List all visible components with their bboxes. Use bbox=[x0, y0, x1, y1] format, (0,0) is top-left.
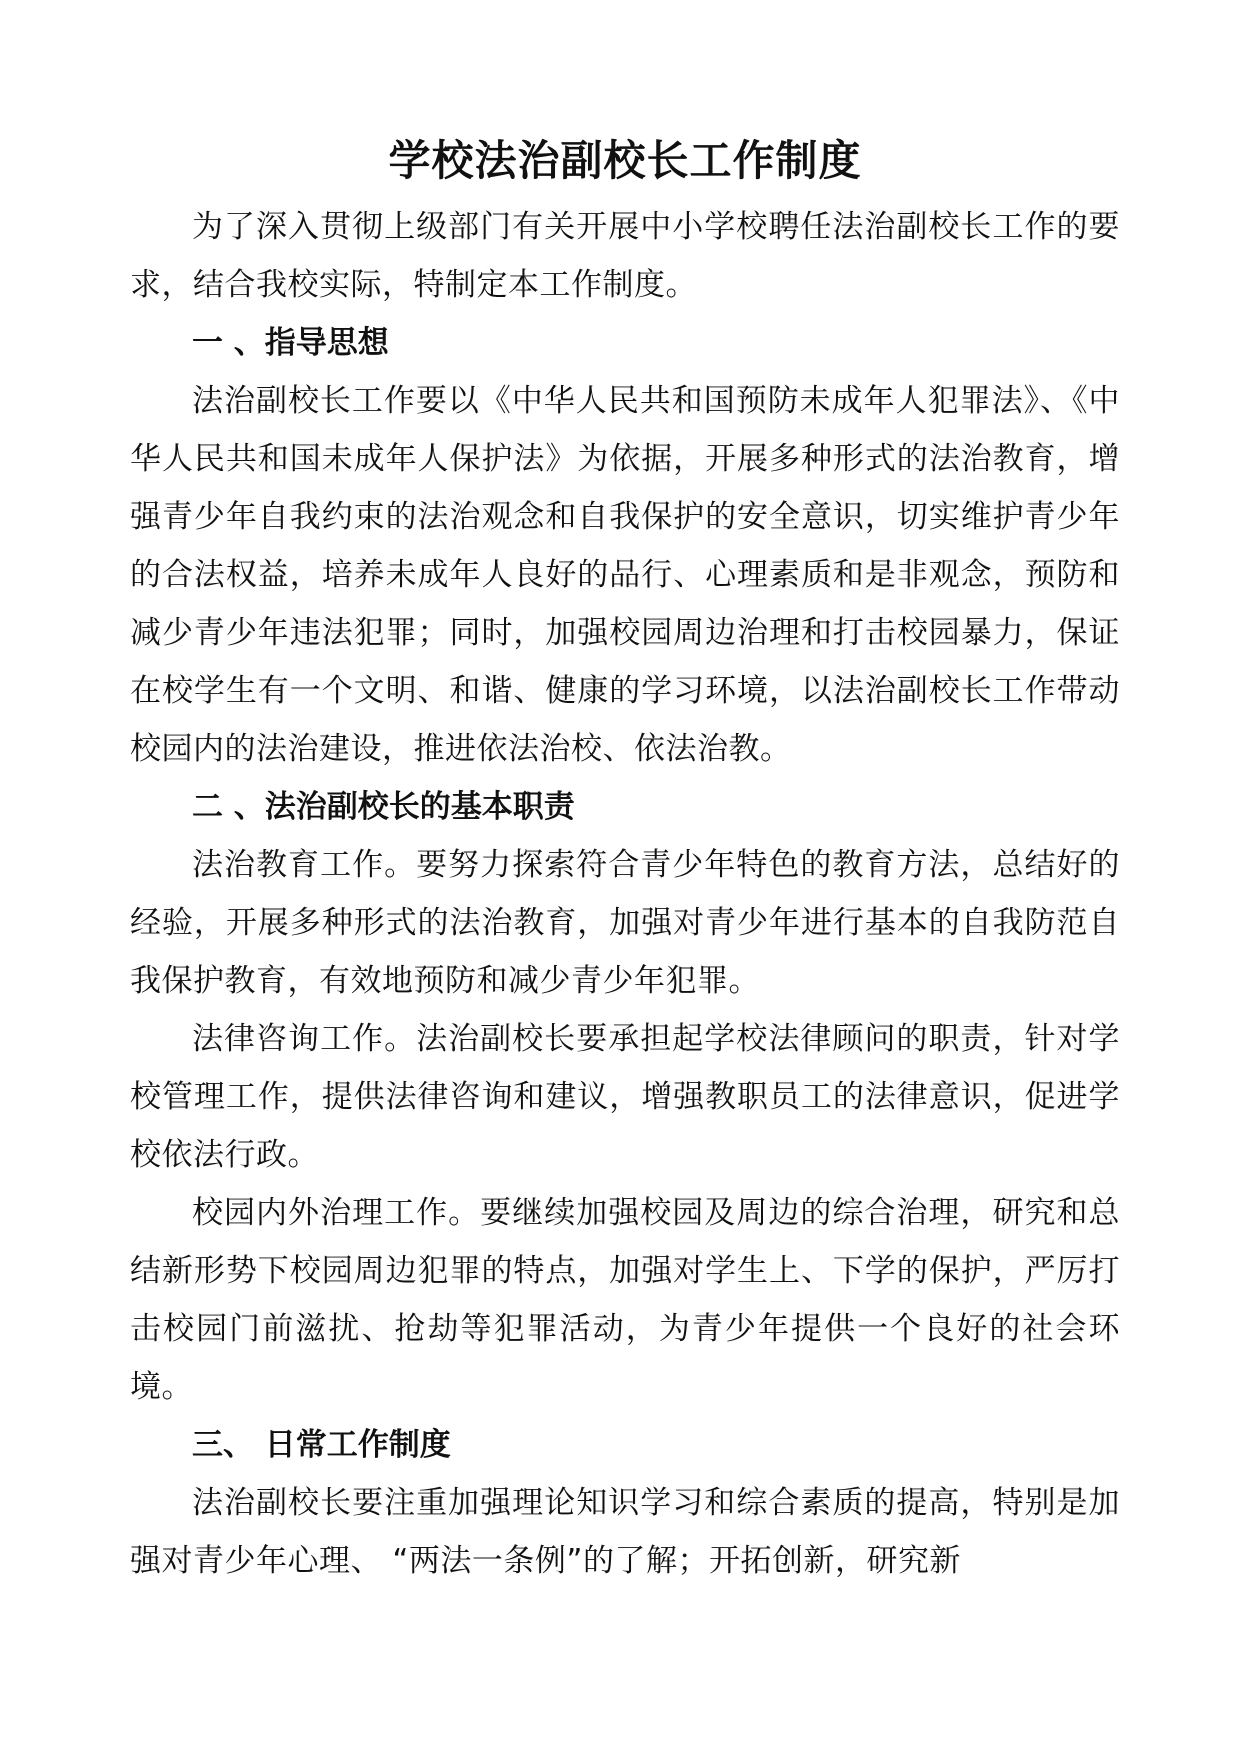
section-3-paragraph: 法治副校长要注重加强理论知识学习和综合素质的提高，特别是加强对青少年心理、 “两法一条例”的了解；开拓创新，研究新 bbox=[130, 1485, 1120, 1579]
section-1-paragraph: 法治副校长工作要以《中华人民共和国预防未成年人犯罪法》、《中华人民共和国未成年人保护法》为依据，开展多种形式的法治教育，增强青少年自我约束的法治观念和自我保护的安全意识，切实维护青少年的合法权益，培养未成年人良好的品行、心理素质和是非观念，预防和减少青少年违法犯罪；同时，加强校园周边治理和打击校园暴力，保证在校学生有一个文明、和谐、健康的学习环境，以法治副校长工作带动校园内的法治建设，推进依法治校、依法治教。 bbox=[130, 383, 1120, 767]
section-3-heading: 三、 日常工作制度 bbox=[192, 1427, 451, 1463]
section-2-paragraph-2: 法律咨询工作。法治副校长要承担起学校法律顾问的职责，针对学校管理工作，提供法律咨询和建议，增强教职员工的法律意识，促进学校依法行政。 bbox=[130, 1021, 1120, 1173]
section-2-paragraph-3: 校园内外治理工作。要继续加强校园及周边的综合治理，研究和总结新形势下校园周边犯罪的特点，加强对学生上、下学的保护，严厉打击校园门前滋扰、抢劫等犯罪活动，为青少年提供一个良好的社会环境。 bbox=[130, 1195, 1120, 1405]
document-title: 学校法治副校长工作制度 bbox=[388, 136, 862, 185]
section-2-paragraph-1: 法治教育工作。要努力探索符合青少年特色的教育方法，总结好的经验，开展多种形式的法治教育，加强对青少年进行基本的自我防范自我保护教育，有效地预防和减少青少年犯罪。 bbox=[130, 847, 1120, 999]
section-1-heading: 一 、指导思想 bbox=[192, 325, 389, 361]
section-2-heading: 二 、法治副校长的基本职责 bbox=[192, 789, 575, 825]
intro-paragraph: 为了深入贯彻上级部门有关开展中小学校聘任法治副校长工作的要求，结合我校实际，特制定本工作制度。 bbox=[130, 209, 1120, 303]
document-page bbox=[130, 130, 1120, 1590]
